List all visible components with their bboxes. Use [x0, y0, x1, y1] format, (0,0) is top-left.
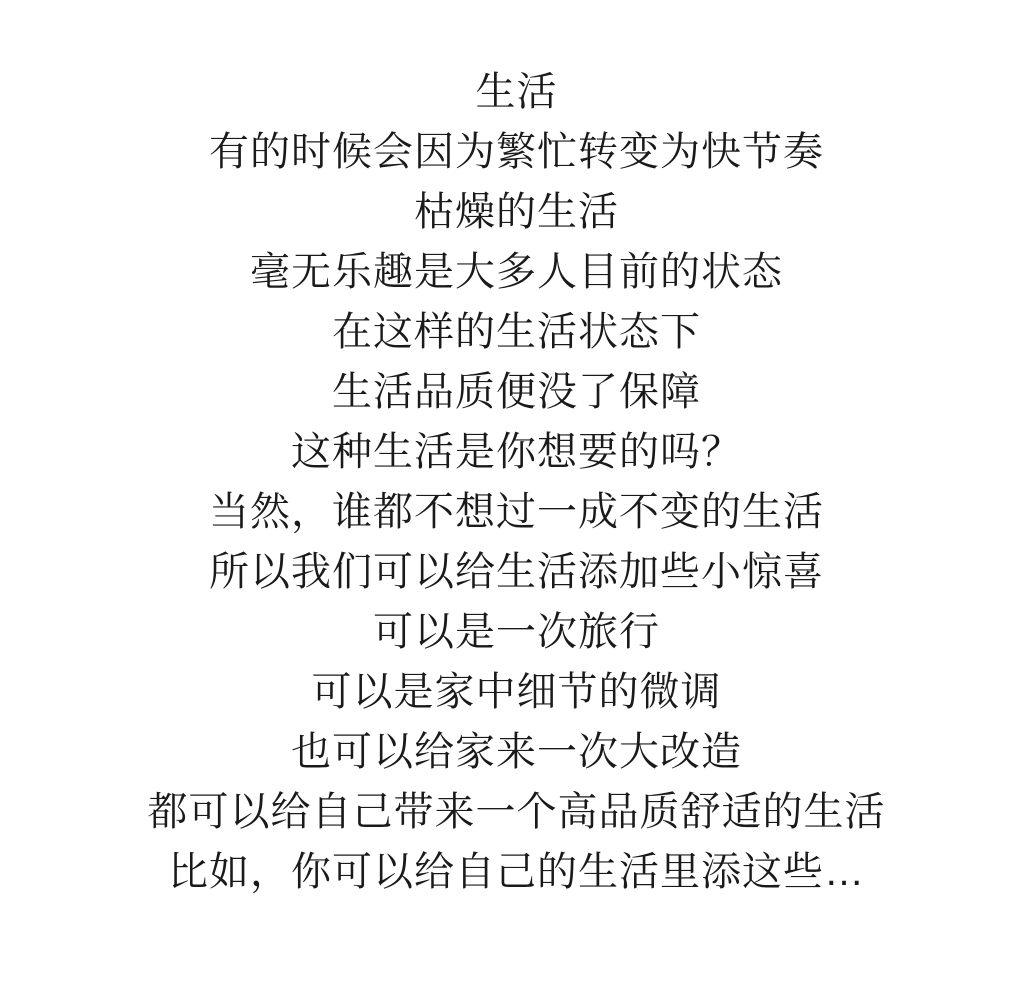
poem-line: 这种生活是你想要的吗？ — [291, 430, 742, 474]
poem-line: 生活品质便没了保障 — [332, 370, 701, 414]
poem-line: 也可以给家来一次大改造 — [291, 730, 742, 774]
poem-line: 比如，你可以给自己的生活里添这些… — [168, 850, 865, 894]
poem-line: 有的时候会因为繁忙转变为快节奏 — [209, 130, 824, 174]
poem-line: 所以我们可以给生活添加些小惊喜 — [209, 550, 824, 594]
poem-line: 当然，谁都不想过一成不变的生活 — [209, 490, 824, 534]
poem-line: 都可以给自己带来一个高品质舒适的生活 — [147, 790, 886, 834]
poem-line: 毫无乐趣是大多人目前的状态 — [250, 250, 783, 294]
poem-line: 在这样的生活状态下 — [332, 310, 701, 354]
poem-line: 生活 — [475, 70, 558, 114]
poem-line: 枯燥的生活 — [414, 190, 619, 234]
poem-line: 可以是一次旅行 — [373, 610, 660, 654]
poem-line: 可以是家中细节的微调 — [311, 670, 722, 714]
